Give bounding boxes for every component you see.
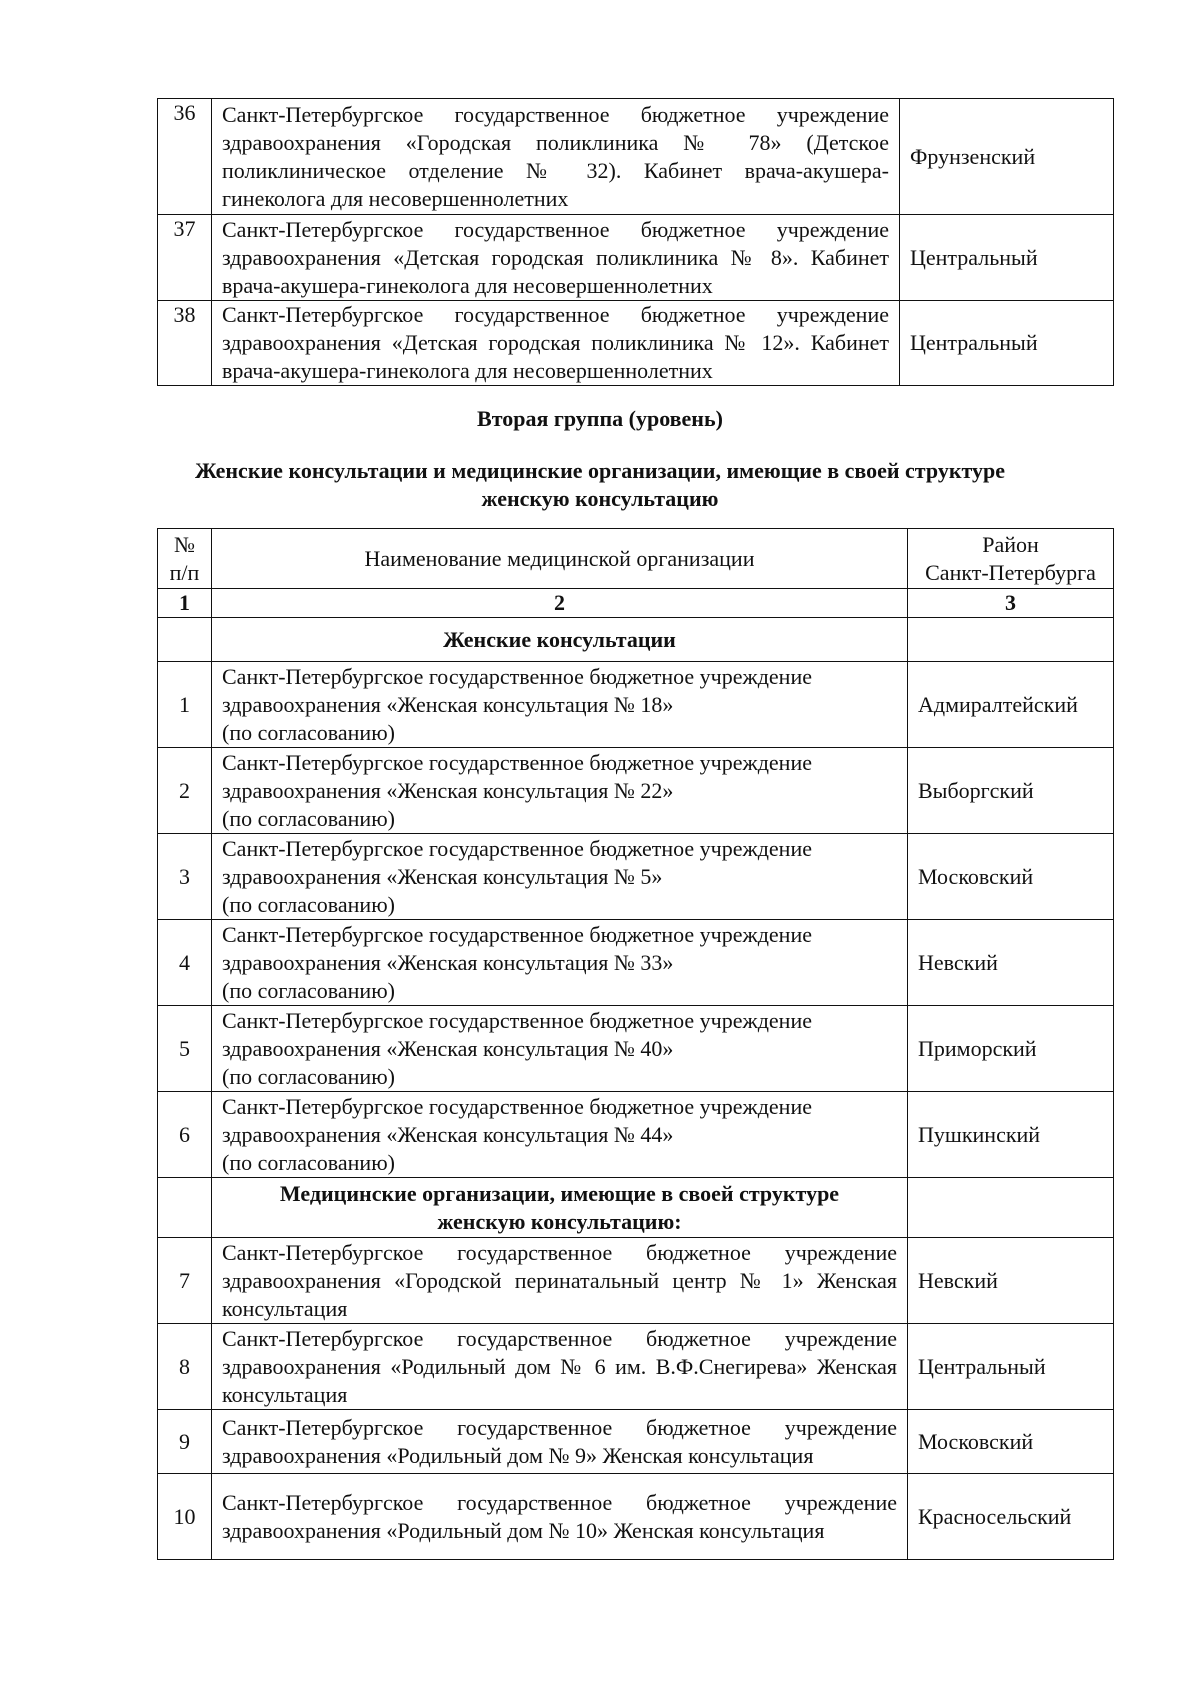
- name-line: Санкт-Петербургское государственное бюджетное учреждение: [222, 663, 812, 689]
- table-row: [158, 834, 1114, 920]
- header-district: [908, 529, 1114, 589]
- name-line: (по согласованию): [222, 977, 395, 1003]
- name-line: Санкт-Петербургское государственное бюджетное учреждение: [222, 1007, 812, 1033]
- row-number: 38: [158, 301, 212, 386]
- row-number: 10: [158, 1474, 212, 1560]
- district: Центральный: [900, 215, 1114, 301]
- organization-name: Санкт-Петербургское государственное бюджетное учреждение здравоохранения «Городской перинатальный центр № 1» Женская консультация: [212, 1238, 908, 1324]
- district: Невский: [908, 920, 1114, 1006]
- table-row: [158, 920, 1114, 1006]
- section-row: [158, 1178, 1114, 1238]
- district: Адмиралтейский: [908, 662, 1114, 748]
- section-title: [212, 1178, 908, 1238]
- organization-name: Санкт-Петербургское государственное бюджетное учреждение здравоохранения «Детская городская поликлиника № 8». Кабинет врача-акушера-гинеколога для несовершеннолетних: [212, 215, 900, 301]
- name-line: здравоохранения «Женская консультация № 40»: [222, 1035, 674, 1061]
- group-title: Вторая группа (уровень): [477, 406, 723, 431]
- table-row: [158, 1092, 1114, 1178]
- header-name: Наименование медицинской организации: [212, 529, 908, 589]
- organization-name: [212, 1006, 908, 1092]
- table-row: [158, 1324, 1114, 1410]
- header-row: [158, 529, 1114, 589]
- table-row: [158, 99, 1114, 215]
- header-district-line: Санкт-Петербурга: [925, 559, 1096, 585]
- district: Красносельский: [908, 1474, 1114, 1560]
- district: Центральный: [900, 301, 1114, 386]
- name-line: здравоохранения «Женская консультация № 33»: [222, 949, 674, 975]
- row-number: 37: [158, 215, 212, 301]
- table-row: [158, 662, 1114, 748]
- name-line: здравоохранения «Женская консультация № 22»: [222, 777, 674, 803]
- row-number: 2: [158, 748, 212, 834]
- row-number: 3: [158, 834, 212, 920]
- name-line: Санкт-Петербургское государственное бюджетное учреждение: [222, 1093, 812, 1119]
- organization-name: Санкт-Петербургское государственное бюджетное учреждение здравоохранения «Родильный дом № 9» Женская консультация: [212, 1410, 908, 1474]
- name-line: (по согласованию): [222, 1063, 395, 1089]
- group-subtitle-line: женскую консультацию: [481, 486, 719, 511]
- column-number: 2: [212, 589, 908, 618]
- continuation-table: [157, 98, 1114, 386]
- table-row: [158, 301, 1114, 386]
- group-subtitle: [0, 457, 1200, 513]
- name-line: здравоохранения «Женская консультация № 44»: [222, 1121, 674, 1147]
- district: Невский: [908, 1238, 1114, 1324]
- district: Московский: [908, 1410, 1114, 1474]
- header-number-line: п/п: [169, 559, 200, 585]
- column-number: 1: [158, 589, 212, 618]
- district: Фрунзенский: [900, 99, 1114, 215]
- section-title-line: женскую консультацию:: [437, 1208, 682, 1234]
- organization-name: [212, 920, 908, 1006]
- name-line: Санкт-Петербургское государственное бюджетное учреждение: [222, 921, 812, 947]
- organization-name: Санкт-Петербургское государственное бюджетное учреждение здравоохранения «Родильный дом № 10» Женская консультация: [212, 1474, 908, 1560]
- name-line: Санкт-Петербургское государственное бюджетное учреждение: [222, 749, 812, 775]
- header-district-line: Район: [982, 531, 1039, 557]
- name-line: (по согласованию): [222, 891, 395, 917]
- name-line: здравоохранения «Женская консультация № 18»: [222, 691, 674, 717]
- organization-name: Санкт-Петербургское государственное бюджетное учреждение здравоохранения «Родильный дом № 6 им. В.Ф.Снегирева» Женская консультация: [212, 1324, 908, 1410]
- row-number: 9: [158, 1410, 212, 1474]
- women-consultations-table: [157, 528, 1114, 1560]
- row-number: 8: [158, 1324, 212, 1410]
- organization-name: [212, 834, 908, 920]
- district: Пушкинский: [908, 1092, 1114, 1178]
- column-number: 3: [908, 589, 1114, 618]
- table-row: [158, 1238, 1114, 1324]
- name-line: (по согласованию): [222, 719, 395, 745]
- organization-name: [212, 748, 908, 834]
- organization-name: Санкт-Петербургское государственное бюджетное учреждение здравоохранения «Детская городская поликлиника № 12». Кабинет врача-акушера-гинеколога для несовершеннолетних: [212, 301, 900, 386]
- table-row: [158, 1474, 1114, 1560]
- table-row: [158, 215, 1114, 301]
- district: Выборгский: [908, 748, 1114, 834]
- row-number: 36: [158, 99, 212, 215]
- district: Приморский: [908, 1006, 1114, 1092]
- row-number: 1: [158, 662, 212, 748]
- row-number: 7: [158, 1238, 212, 1324]
- column-number-row: [158, 589, 1114, 618]
- organization-name: Санкт-Петербургское государственное бюджетное учреждение здравоохранения «Городская поликлиника № 78» (Детское поликлиническое отделение № 32). Кабинет врача-акушера-гинеколога для несовершеннолетних: [212, 99, 900, 215]
- group-subtitle-line: Женские консультации и медицинские организации, имеющие в своей структуре: [194, 458, 1006, 483]
- name-line: (по согласованию): [222, 805, 395, 831]
- section-title-line: Медицинские организации, имеющие в своей структуре: [279, 1180, 840, 1206]
- name-line: Санкт-Петербургское государственное бюджетное учреждение: [222, 835, 812, 861]
- name-line: здравоохранения «Женская консультация № 5»: [222, 863, 663, 889]
- header-number: [158, 529, 212, 589]
- row-number: 5: [158, 1006, 212, 1092]
- name-line: (по согласованию): [222, 1149, 395, 1175]
- row-number: 4: [158, 920, 212, 1006]
- table-row: [158, 1006, 1114, 1092]
- table-row: [158, 748, 1114, 834]
- section-row: [158, 618, 1114, 662]
- district: Центральный: [908, 1324, 1114, 1410]
- section-title: Женские консультации: [212, 618, 908, 662]
- row-number: 6: [158, 1092, 212, 1178]
- table-row: [158, 1410, 1114, 1474]
- district: Московский: [908, 834, 1114, 920]
- organization-name: [212, 1092, 908, 1178]
- header-number-line: №: [174, 531, 195, 557]
- organization-name: [212, 662, 908, 748]
